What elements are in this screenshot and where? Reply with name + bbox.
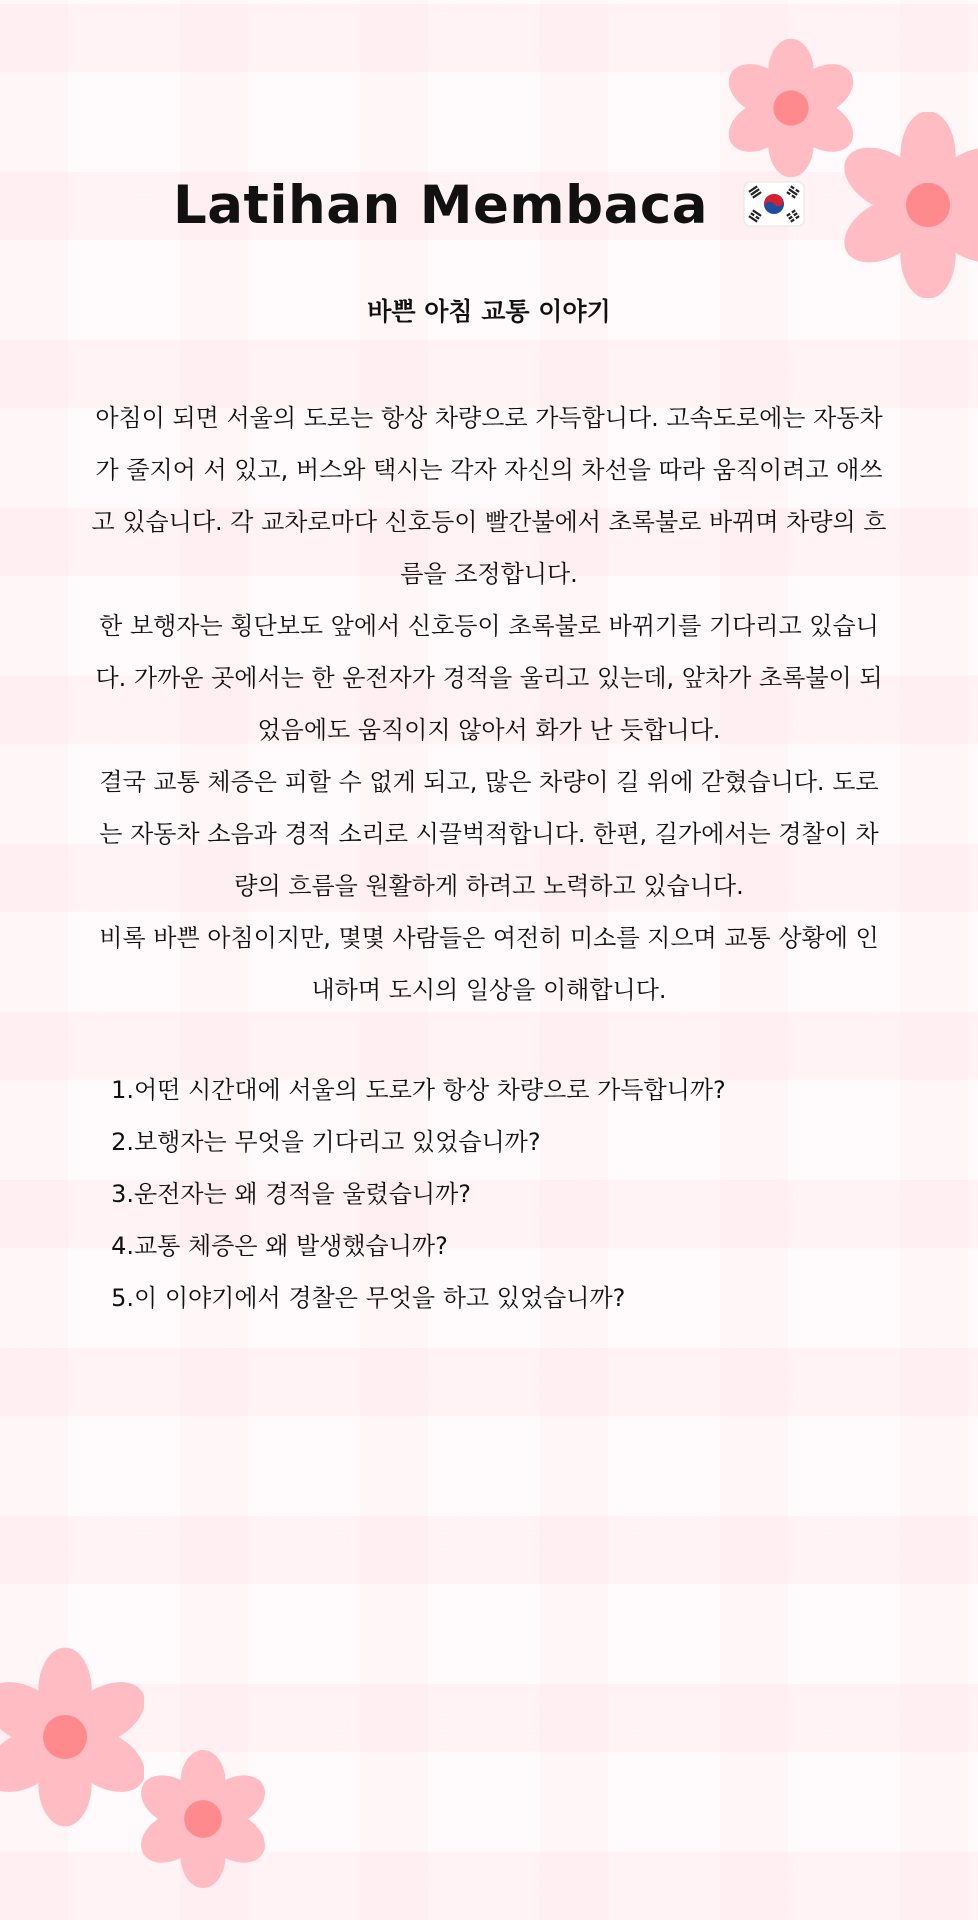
question-item: [110, 1116, 890, 1168]
question-text: 이 이야기에서 경찰은 무엇을 하고 있었습니까?: [134, 1284, 626, 1312]
question-text: 교통 체증은 왜 발생했습니까?: [134, 1232, 448, 1260]
flower-center: [184, 1800, 222, 1838]
question-number: 2.: [111, 1128, 134, 1156]
question-number: 1.: [111, 1076, 134, 1104]
question-number: 5.: [111, 1284, 134, 1312]
question-text: 어떤 시간대에 서울의 도로가 항상 차량으로 가득합니까?: [134, 1076, 726, 1104]
question-text: 운전자는 왜 경적을 울렸습니까?: [134, 1180, 472, 1208]
story-body: [88, 392, 890, 1016]
story-paragraph: 비록 바쁜 아침이지만, 몇몇 사람들은 여전히 미소를 지으며 교통 상황에 인내하며 도시의 일상을 이해합니다.: [99, 924, 879, 1004]
story-title: 바쁜 아침 교통 이야기: [367, 297, 611, 326]
page-title-text: Latihan Membaca: [173, 175, 709, 236]
question-item: [110, 1064, 890, 1116]
flower-icon: [140, 1750, 266, 1888]
question-text: 보행자는 무엇을 기다리고 있었습니까?: [134, 1128, 541, 1156]
question-number: 3.: [111, 1180, 134, 1208]
flower-icon: [0, 1646, 144, 1828]
story-paragraph: 결국 교통 체증은 피할 수 없게 되고, 많은 차량이 길 위에 갇혔습니다. 도로는 자동차 소음과 경적 소리로 시끌벅적합니다. 한편, 길가에서는 경찰이 차량의 흐름을 원활하게 하려고 노력하고 있습니다.: [99, 768, 879, 900]
flower-center: [773, 90, 808, 125]
flower-center: [43, 1715, 87, 1759]
question-item: [110, 1168, 890, 1220]
question-item: [110, 1220, 890, 1272]
story-paragraph: 아침이 되면 서울의 도로는 항상 차량으로 가득합니다. 고속도로에는 자동차가 줄지어 서 있고, 버스와 택시는 각자 자신의 차선을 따라 움직이려고 애쓰고 있습니다. 각 교차로마다 신호등이 빨간불에서 초록불로 바뀌며 차량의 흐름을 조정합니다.: [91, 404, 887, 588]
question-list: [110, 1064, 890, 1324]
page-title: [0, 170, 978, 242]
question-number: 4.: [111, 1232, 134, 1260]
story-paragraph: 한 보행자는 횡단보도 앞에서 신호등이 초록불로 바뀌기를 기다리고 있습니다. 가까운 곳에서는 한 운전자가 경적을 울리고 있는데, 앞차가 초록불이 되었음에도 움직이지 않아서 화가 난 듯합니다.: [95, 612, 883, 744]
south-korea-flag-icon: [743, 181, 805, 227]
question-item: [110, 1272, 890, 1324]
